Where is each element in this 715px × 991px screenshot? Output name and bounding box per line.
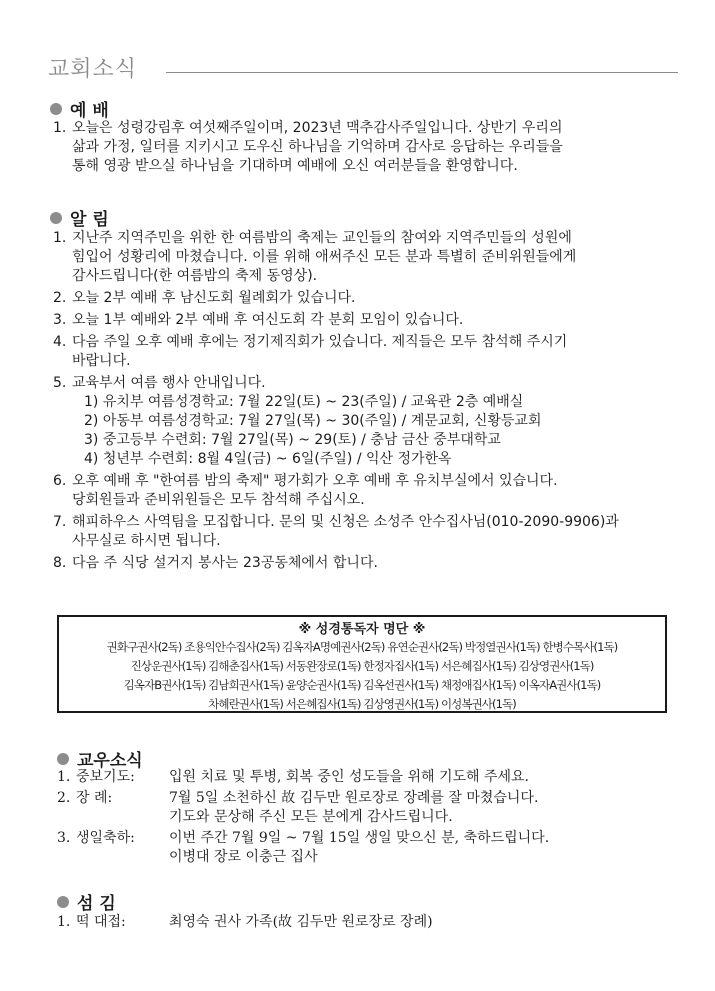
item-number: 1. <box>57 769 71 785</box>
item-label: 떡 대접: <box>76 914 126 930</box>
section-title: 교우소식 <box>77 751 143 771</box>
item-text <box>72 472 558 510</box>
item-line: 오후 예배 후 "한여름 밤의 축제" 평가회가 오후 예배 후 유치부실에서 있습니다. <box>72 473 558 489</box>
section-worship-heading <box>50 96 109 121</box>
item-line: 당회원들과 준비위원들은 모두 참석해 주십시오. <box>72 492 365 508</box>
item-text <box>169 789 538 827</box>
section-title: 섬 김 <box>77 894 116 914</box>
list-item <box>57 913 433 932</box>
sub-list-item: 2) 아동부 여름성경학교: 7월 27일(목) ~ 30(주일) / 계문교회, 신황등교회 <box>84 413 542 429</box>
bullet-icon <box>57 753 69 765</box>
sub-list-item: 1) 유치부 여름성경학교: 7월 22일(토) ~ 23(주일) / 교육관 2층 예배실 <box>84 394 524 410</box>
item-label: 장 례: <box>76 790 113 806</box>
item-text <box>169 768 529 787</box>
item-number: 3. <box>57 830 71 846</box>
page-header <box>48 52 678 88</box>
roll-name-line: 진상운권사(1독) 김해춘집사(1독) 서동완장로(1독) 한정자집사(1독) 서은혜집사(1독) 김상영권사(1독) <box>130 659 594 673</box>
item-label: 중보기도: <box>76 769 135 785</box>
list-item <box>57 768 549 787</box>
item-line: 바랍니다. <box>72 353 131 369</box>
list-item <box>53 289 619 308</box>
item-line: 7월 5일 소천하신 故 김두만 원로장로 장례를 잘 마쳤습니다. <box>169 790 539 806</box>
item-text <box>72 289 356 308</box>
item-line: 입원 치료 및 투병, 회복 중인 성도들을 위해 기도해 주세요. <box>169 769 530 785</box>
item-number: 2. <box>53 290 67 306</box>
item-label: 생일축하: <box>76 830 135 846</box>
item-number: 5. <box>53 375 67 391</box>
bullet-icon <box>57 896 69 908</box>
item-line: 기도와 문상해 주신 모든 분에게 감사드립니다. <box>169 809 453 825</box>
item-number: 3. <box>53 312 67 328</box>
item-text <box>72 374 541 469</box>
item-line: 최영숙 권사 가족(故 김두만 원로장로 장례) <box>169 914 433 930</box>
item-number: 4. <box>53 334 67 350</box>
list-item <box>53 513 619 551</box>
item-text <box>72 119 563 176</box>
roll-name-line: 권화구권사(2독) 조용익안수집사(2독) 김옥자A명예권사(2독) 유연순권사(2독) 박정열권사(1독) 한병수목사(1독) <box>106 640 618 654</box>
section-title: 예 배 <box>70 101 109 121</box>
item-text <box>72 311 463 330</box>
worship-list <box>53 119 563 179</box>
list-item <box>53 311 619 330</box>
page-title: 교회소식 <box>48 57 138 82</box>
item-text <box>169 913 433 932</box>
item-number: 7. <box>53 514 67 530</box>
section-service-heading <box>57 889 116 914</box>
section-notice-heading <box>50 205 109 230</box>
item-number: 6. <box>53 473 67 489</box>
roll-name-line: 김옥자B권사(1독) 김남희권사(1독) 윤양순권사(1독) 김옥선권사(1독) 채정애집사(1독) 이옥자A권사(1독) <box>123 678 601 692</box>
item-line: 다음 주일 오후 예배 후에는 정기제직회가 있습니다. 제직들은 모두 참석해 주시기 <box>72 334 568 350</box>
item-number: 2. <box>57 790 71 806</box>
roll-title: ※ 성경통독자 명단 ※ <box>298 622 426 637</box>
item-line: 오늘은 성령강림후 여섯째주일이며, 2023년 맥추감사주일입니다. 상반기 우리의 <box>72 120 563 136</box>
item-line: 통해 영광 받으실 하나님을 기대하며 예배에 오신 여러분들을 환영합니다. <box>72 158 518 174</box>
item-text <box>72 554 378 573</box>
item-line: 해피하우스 사역팀을 모집합니다. 문의 및 신청은 소성주 안수집사님(010-2090-9906)과 <box>72 514 619 530</box>
item-text <box>72 333 567 371</box>
item-text <box>169 829 549 867</box>
list-item <box>53 472 619 510</box>
item-number: 1. <box>53 230 67 246</box>
section-title: 알 림 <box>70 210 109 230</box>
members-list <box>57 768 549 869</box>
bible-reading-roll-box <box>57 615 667 713</box>
item-line: 오늘 2부 예배 후 남신도회 월례회가 있습니다. <box>72 290 356 306</box>
item-line: 지난주 지역주민을 위한 한 여름밤의 축제는 교인들의 참여와 지역주민들의 성원에 <box>72 230 572 246</box>
item-line: 힘입어 성황리에 마쳤습니다. 이를 위해 애써주신 모든 분과 특별히 준비위원들에게 <box>72 249 577 265</box>
list-item <box>53 119 563 176</box>
item-line: 다음 주 식당 설거지 봉사는 23공동체에서 합니다. <box>72 555 378 571</box>
list-item <box>53 374 619 469</box>
notice-list <box>53 229 619 576</box>
item-line: 이번 주간 7월 9일 ~ 7월 15일 생일 맞으신 분, 축하드립니다. <box>169 830 550 846</box>
list-item <box>53 333 619 371</box>
sub-list-item: 4) 청년부 수련회: 8월 4일(금) ~ 6일(주일) / 익산 정가한옥 <box>84 451 452 467</box>
roll-name-line: 차혜란권사(1독) 서은혜집사(1독) 김상영권사(1독) 이성복권사(1독) <box>208 697 516 711</box>
header-divider <box>166 72 678 73</box>
item-line: 삶과 가정, 일터를 지키시고 도우신 하나님을 기억하며 감사로 응답하는 우리들을 <box>72 139 563 155</box>
item-line: 이병대 장로 이충근 집사 <box>169 849 318 865</box>
item-number: 1. <box>53 120 67 136</box>
item-number: 8. <box>53 555 67 571</box>
item-line: 교육부서 여름 행사 안내입니다. <box>72 375 266 391</box>
bullet-icon <box>50 103 62 115</box>
list-item <box>57 829 549 867</box>
item-text <box>72 513 619 551</box>
list-item <box>53 229 619 286</box>
bullet-icon <box>50 212 62 224</box>
list-item <box>57 789 549 827</box>
list-item <box>53 554 619 573</box>
sub-list-item: 3) 중고등부 수련회: 7월 27일(목) ~ 29(토) / 충남 금산 중부대학교 <box>84 432 501 448</box>
item-line: 오늘 1부 예배와 2부 예배 후 여신도회 각 분회 모임이 있습니다. <box>72 312 464 328</box>
item-number: 1. <box>57 914 71 930</box>
sub-list <box>72 393 541 469</box>
item-line: 감사드립니다(한 여름밤의 축제 동영상). <box>72 268 318 284</box>
roll-names <box>59 638 665 714</box>
item-line: 사무실로 하시면 됩니다. <box>72 533 221 549</box>
item-text <box>72 229 576 286</box>
service-list <box>57 913 433 934</box>
